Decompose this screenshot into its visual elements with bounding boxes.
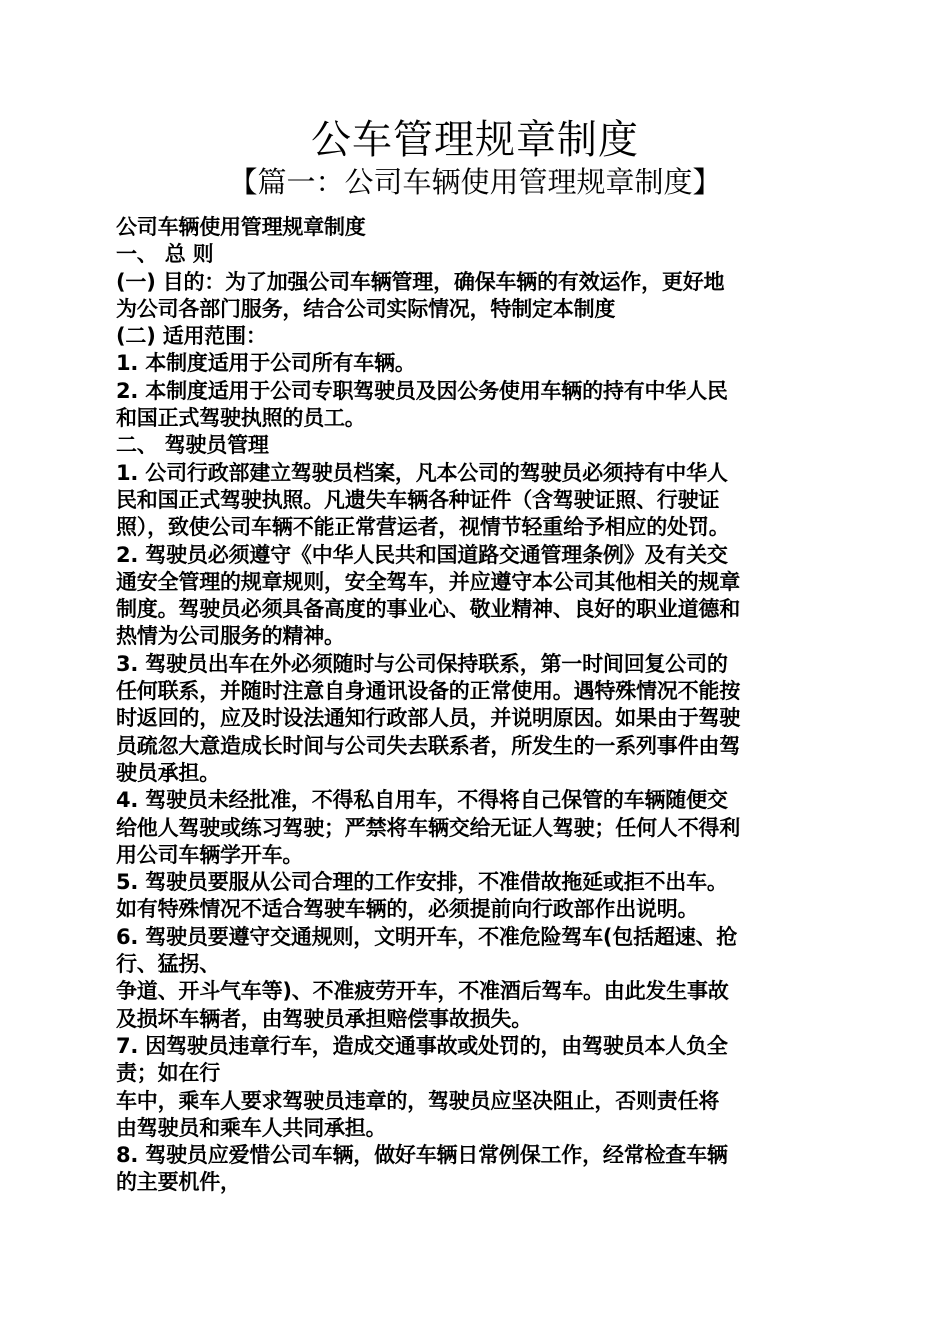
text-line: 车中，乘车人要求驾驶员违章的，驾驶员应坚决阻止，否则责任将 (116, 1088, 720, 1113)
text-line: 通安全管理的规章规则，安全驾车，并应遵守本公司其他相关的规章 (116, 569, 740, 594)
text-line: 7. 因驾驶员违章行车，造成交通事故或处罚的，由驾驶员本人负全 (116, 1033, 728, 1058)
text-line: 如有特殊情况不适合驾驶车辆的，必须提前向行政部作出说明。 (116, 897, 699, 922)
text-line: 8. 驾驶员应爱惜公司车辆，做好车辆日常例保工作，经常检查车辆 (116, 1143, 728, 1168)
text-line: 公司车辆使用管理规章制度 (116, 215, 366, 239)
text-line: 由驾驶员和乘车人共同承担。 (116, 1115, 387, 1140)
text-line: 给他人驾驶或练习驾驶；严禁将车辆交给无证人驾驶；任何人不得利 (116, 815, 740, 840)
text-line: 制度。驾驶员必须具备高度的事业心、敬业精神、良好的职业道德和 (116, 597, 740, 622)
text-line: 5. 驾驶员要服从公司合理的工作安排，不准借故拖延或拒不出车。 (116, 870, 728, 895)
text-line: 民和国正式驾驶执照。凡遗失车辆各种证件（含驾驶证照、行驶证 (116, 487, 720, 512)
text-line: 2. 本制度适用于公司专职驾驶员及因公务使用车辆的持有中华人民 (116, 378, 728, 403)
text-line: 和国正式驾驶执照的员工。 (116, 406, 366, 431)
text-line: 照），致使公司车辆不能正常营运者，视情节轻重给予相应的处罚。 (116, 515, 730, 540)
document-body (116, 214, 836, 1197)
text-line: 行、猛拐、 (116, 952, 220, 977)
text-line: 1. 本制度适用于公司所有车辆。 (116, 351, 416, 376)
text-line: 用公司车辆学开车。 (116, 842, 304, 867)
text-line: 责；如在行 (116, 1061, 220, 1086)
text-line: 4. 驾驶员未经批准，不得私自用车，不得将自己保管的车辆随便交 (116, 788, 728, 813)
text-line: 任何联系，并随时注意自身通讯设备的正常使用。遇特殊情况不能按 (116, 679, 740, 704)
text-line: 2. 驾驶员必须遵守《中华人民共和国道路交通管理条例》及有关交 (116, 542, 728, 567)
text-line: 二、 驾驶员管理 (116, 433, 269, 458)
document-title: 公车管理规章制度 (311, 117, 639, 163)
text-line: 1. 公司行政部建立驾驶员档案，凡本公司的驾驶员必须持有中华人 (116, 460, 728, 485)
text-line: 3. 驾驶员出车在外必须随时与公司保持联系，第一时间回复公司的 (116, 651, 728, 676)
text-line: 为公司各部门服务，结合公司实际情况，特制定本制度 (116, 296, 616, 321)
text-line: 的主要机件， (116, 1170, 241, 1195)
text-line: 及损坏车辆者，由驾驶员承担赔偿事故损失。 (116, 1006, 532, 1031)
text-line: 一、 总 则 (116, 242, 214, 267)
text-line: 热情为公司服务的精神。 (116, 624, 345, 649)
text-line: 6. 驾驶员要遵守交通规则，文明开车，不准危险驾车(包括超速、抢 (116, 924, 738, 949)
document-subtitle: 【篇一：公司车辆使用管理规章制度】 (228, 165, 722, 199)
text-line: (一) 目的：为了加强公司车辆管理，确保车辆的有效运作，更好地 (116, 269, 725, 294)
text-line: (二) 适用范围： (116, 324, 267, 349)
text-line: 驶员承担。 (116, 760, 220, 785)
text-line: 争道、开斗气车等)、不准疲劳开车，不准酒后驾车。由此发生事故 (116, 979, 729, 1004)
text-line: 员疏忽大意造成长时间与公司失去联系者，所发生的一系列事件由驾 (116, 733, 740, 758)
text-line: 时返回的，应及时设法通知行政部人员，并说明原因。如果由于驾驶 (116, 706, 740, 731)
